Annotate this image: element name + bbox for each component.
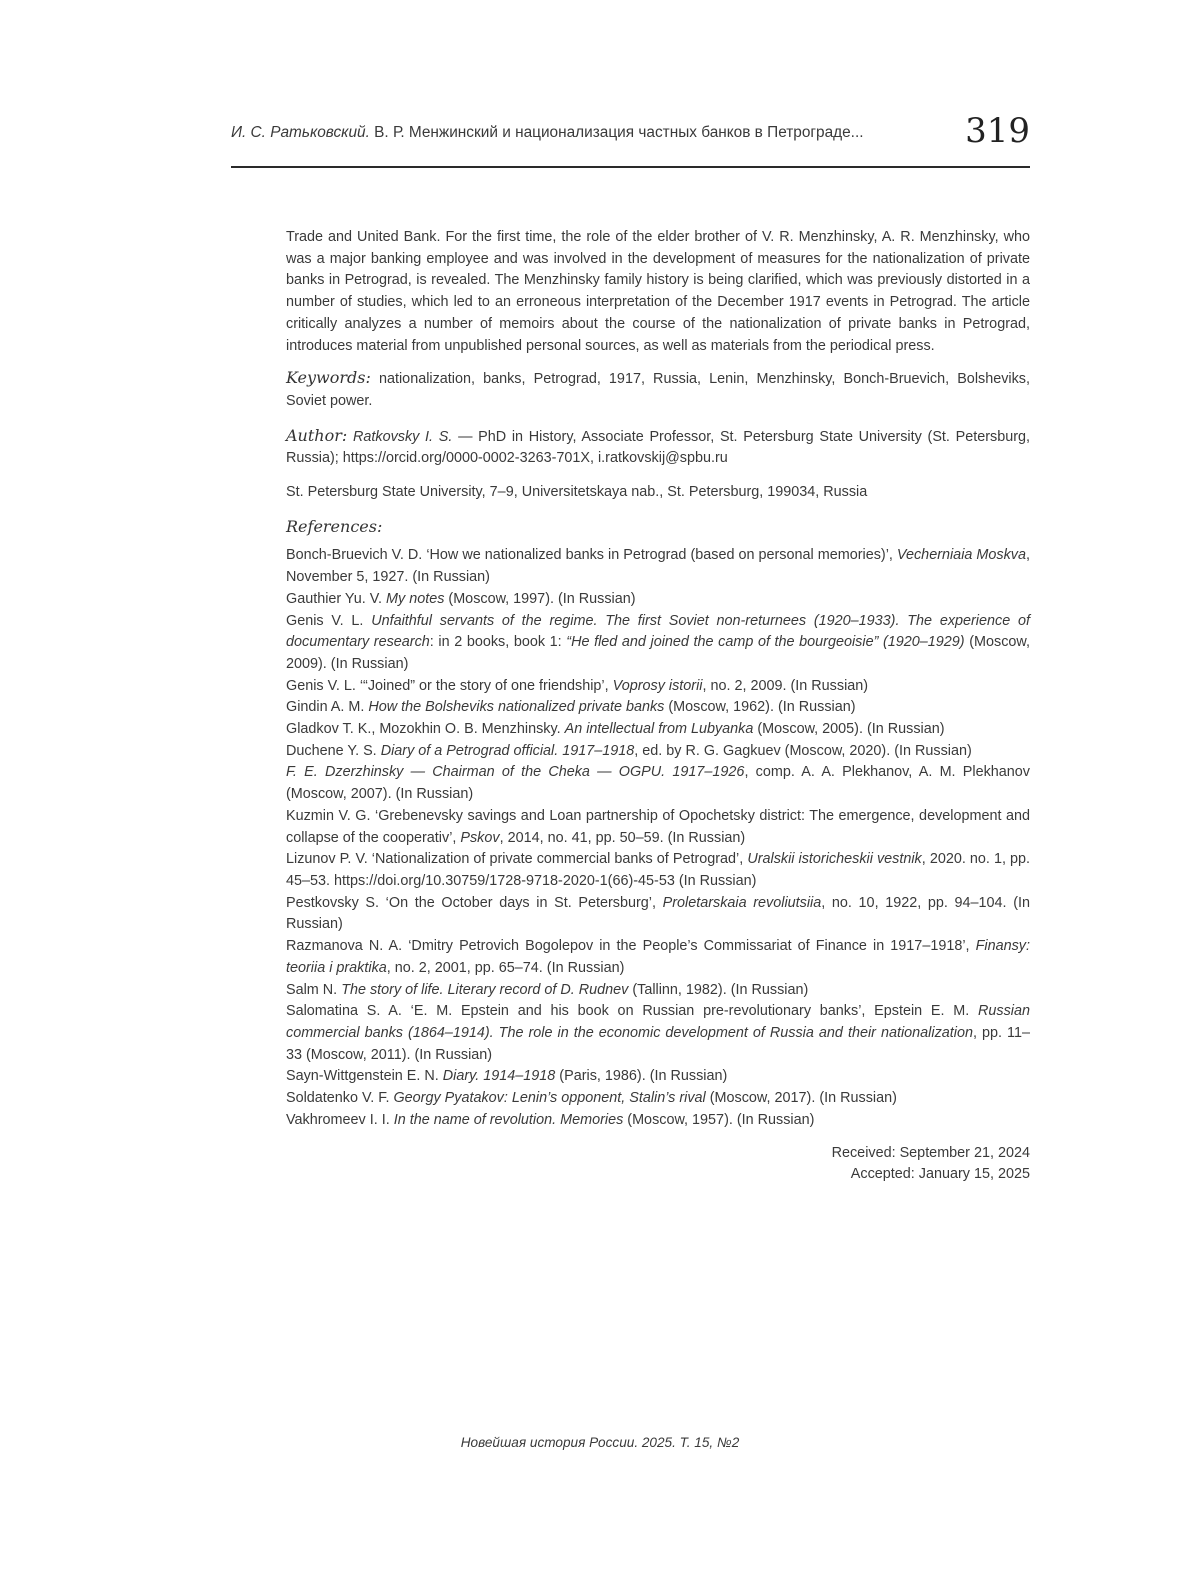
reference-item (286, 676, 1030, 698)
page-number: 319 (965, 111, 1030, 151)
journal-footer: Новейшая история России. 2025. Т. 15, №2 (460, 1435, 740, 1450)
header-title: В. Р. Менжинский и национализация частных банков в Петрограде... (374, 124, 864, 141)
author-paragraph (286, 425, 1030, 470)
reference-title: In the name of revolution. Memories (393, 1111, 624, 1128)
accepted-date: Accepted: January 15, 2025 (850, 1166, 1030, 1183)
reference-item (286, 1066, 1030, 1088)
reference-text: Sayn-Wittgenstein E. N. (286, 1068, 443, 1085)
header-author: И. С. Ратьковский. (231, 124, 370, 141)
reference-item (286, 589, 1030, 611)
reference-text: (Moscow, 1962). (In Russian) (664, 699, 856, 716)
reference-item (286, 611, 1030, 676)
reference-title: Voprosy istorii (612, 677, 703, 694)
reference-item (286, 893, 1030, 936)
references-list (286, 545, 1030, 1131)
reference-text: : in 2 books, book 1: (429, 634, 567, 651)
reference-item (286, 1088, 1030, 1110)
reference-item (286, 849, 1030, 892)
reference-title: Russian commercial banks (1864–1914). The role in the economic development of Russia and their nationalization (286, 1003, 1030, 1041)
reference-item (286, 545, 1030, 588)
reference-item (286, 1001, 1030, 1066)
reference-title: My notes (386, 590, 445, 607)
reference-text: Genis V. L. ‘“Joined” or the story of one friendship’, (286, 677, 613, 694)
reference-text: Kuzmin V. G. ‘Grebenevsky savings and Loan partnership of Opochetsky district: The emergence, development and collapse of the cooperativ’, (286, 807, 1030, 846)
reference-title: The story of life. Literary record of D. Rudnev (341, 981, 629, 998)
abstract-continuation: Trade and United Bank. For the first time, the role of the elder brother of V. R. Menzhinsky, A. R. Menzhinsky, who was a major banking employee and was involved in the development of measures for the nationalization of private banks in Petrograd, is revealed. The Menzhinsky family history is being clarified, which was previously distorted in a number of studies, which led to an erroneous interpretation of the December 1917 events in Petrograd. The article critically analyzes a number of memoirs about the course of the nationalization of private banks in Petrograd, introduces material from unpublished personal sources, as well as materials from the periodical press. (286, 229, 1030, 354)
reference-text: Lizunov P. V. ‘Nationalization of private commercial banks of Petrograd’, (286, 851, 748, 868)
reference-text: Soldatenko V. F. (286, 1090, 394, 1107)
reference-text: Pestkovsky S. ‘On the October days in St. Petersburg’, (286, 894, 663, 911)
reference-text: , no. 2, 2001, pp. 65–74. (In Russian) (386, 959, 625, 976)
author-details: — PhD in History, Associate Professor, St. Petersburg State University (St. Petersburg, Russia); https://orcid.org/0000-0002-3263-701X, i.ratkovskij@spbu.ru (286, 428, 1031, 467)
reference-title: Pskov (460, 829, 500, 846)
reference-text: Vakhromeev I. I. (286, 1111, 394, 1128)
reference-text: , comp. A. A. Plekhanov, A. M. Plekhanov (Moscow, 2007). (In Russian) (286, 764, 1030, 803)
reference-title: Vecherniaia Moskva (896, 547, 1026, 564)
reference-item (286, 806, 1030, 849)
header-divider (231, 166, 1030, 168)
author-name: Ratkovsky I. S. (352, 428, 453, 445)
keywords-label: Keywords: (286, 368, 371, 388)
article-body (286, 227, 1030, 1185)
reference-title: How the Bolsheviks nationalized private banks (368, 699, 665, 716)
reference-text: , no. 10, 1922, pp. 94–104. (In Russian) (286, 894, 1031, 933)
references-heading: References: (286, 516, 383, 536)
reference-text: , pp. 11–33 (Moscow, 2011). (In Russian) (286, 1024, 1030, 1063)
reference-text: Gindin A. M. (286, 699, 369, 716)
submission-dates (286, 1143, 1030, 1185)
reference-title: Georgy Pyatakov: Lenin’s opponent, Stalin’s rival (393, 1090, 706, 1107)
reference-title: F. E. Dzerzhinsky — Chairman of the Cheka — OGPU. 1917–1926 (286, 764, 745, 781)
reference-title: Diary of a Petrograd official. 1917–1918 (380, 742, 635, 759)
reference-text: Gladkov T. K., Mozokhin O. B. Menzhinsky. (286, 721, 565, 738)
reference-text: Duchene Y. S. (286, 742, 381, 759)
reference-text: , ed. by R. G. Gagkuev (Moscow, 2020). (In Russian) (634, 742, 972, 759)
reference-title: Proletarskaia revoliutsiia (662, 894, 822, 911)
reference-text: (Moscow, 2005). (In Russian) (753, 721, 945, 738)
reference-item (286, 741, 1030, 763)
references-heading-line (286, 516, 1030, 540)
running-header (231, 108, 1030, 152)
reference-text: , 2020. no. 1, pp. 45–53. https://doi.org/10.30759/1728-9718-2020-1(66)-45-53 (In Russian) (286, 851, 1031, 889)
reference-item (286, 936, 1030, 979)
reference-title: “He fled and joined the camp of the bourgeoisie” (1920–1929) (566, 634, 965, 651)
author-label: Author: (286, 425, 348, 445)
reference-text: (Tallinn, 1982). (In Russian) (628, 981, 809, 998)
reference-text: Salomatina S. A. ‘E. M. Epstein and his book on Russian pre-revolutionary banks’, Epstein E. M. (286, 1003, 978, 1020)
keywords-paragraph (286, 367, 1030, 412)
reference-text: Gauthier Yu. V. (286, 590, 387, 607)
reference-text: , November 5, 1927. (In Russian) (286, 547, 1030, 586)
reference-text: (Moscow, 1997). (In Russian) (444, 590, 636, 607)
reference-title: Uralskii istoricheskii vestnik (747, 851, 922, 868)
reference-text: , no. 2, 2009. (In Russian) (702, 677, 869, 694)
reference-text: , 2014, no. 41, pp. 50–59. (In Russian) (499, 829, 746, 846)
reference-text: Genis V. L. (286, 612, 372, 629)
reference-text: (Moscow, 2009). (In Russian) (286, 634, 1030, 672)
reference-item (286, 719, 1030, 741)
reference-title: An intellectual from Lubyanka (564, 721, 754, 738)
reference-item (286, 697, 1030, 719)
reference-text: (Moscow, 2017). (In Russian) (705, 1090, 897, 1107)
reference-text: (Paris, 1986). (In Russian) (555, 1068, 728, 1085)
reference-text: Salm N. (286, 981, 342, 998)
reference-text: Razmanova N. A. ‘Dmitry Petrovich Bogolepov in the People’s Commissariat of Finance in 1917–1918’, (286, 938, 976, 955)
reference-title: Finansy: teoriia i praktika (286, 938, 1030, 976)
reference-title: Unfaithful servants of the regime. The first Soviet non-returnees (1920–1933). The experience of documentary research (286, 612, 1030, 651)
reference-item (286, 980, 1030, 1002)
reference-title: Diary. 1914–1918 (442, 1068, 556, 1085)
affiliation: St. Petersburg State University, 7–9, Universitetskaya nab., St. Petersburg, 199034, Russia (286, 484, 868, 501)
received-date: Received: September 21, 2024 (831, 1145, 1030, 1162)
reference-item (286, 762, 1030, 805)
running-header-text (231, 124, 864, 142)
reference-item (286, 1110, 1030, 1132)
reference-text: Bonch-Bruevich V. D. ‘How we nationalized banks in Petrograd (based on personal memories)’, (286, 547, 897, 564)
keywords-text: nationalization, banks, Petrograd, 1917, Russia, Lenin, Menzhinsky, Bonch-Bruevich, Bolsheviks, Soviet power. (286, 371, 1030, 409)
reference-text: (Moscow, 1957). (In Russian) (623, 1111, 815, 1128)
